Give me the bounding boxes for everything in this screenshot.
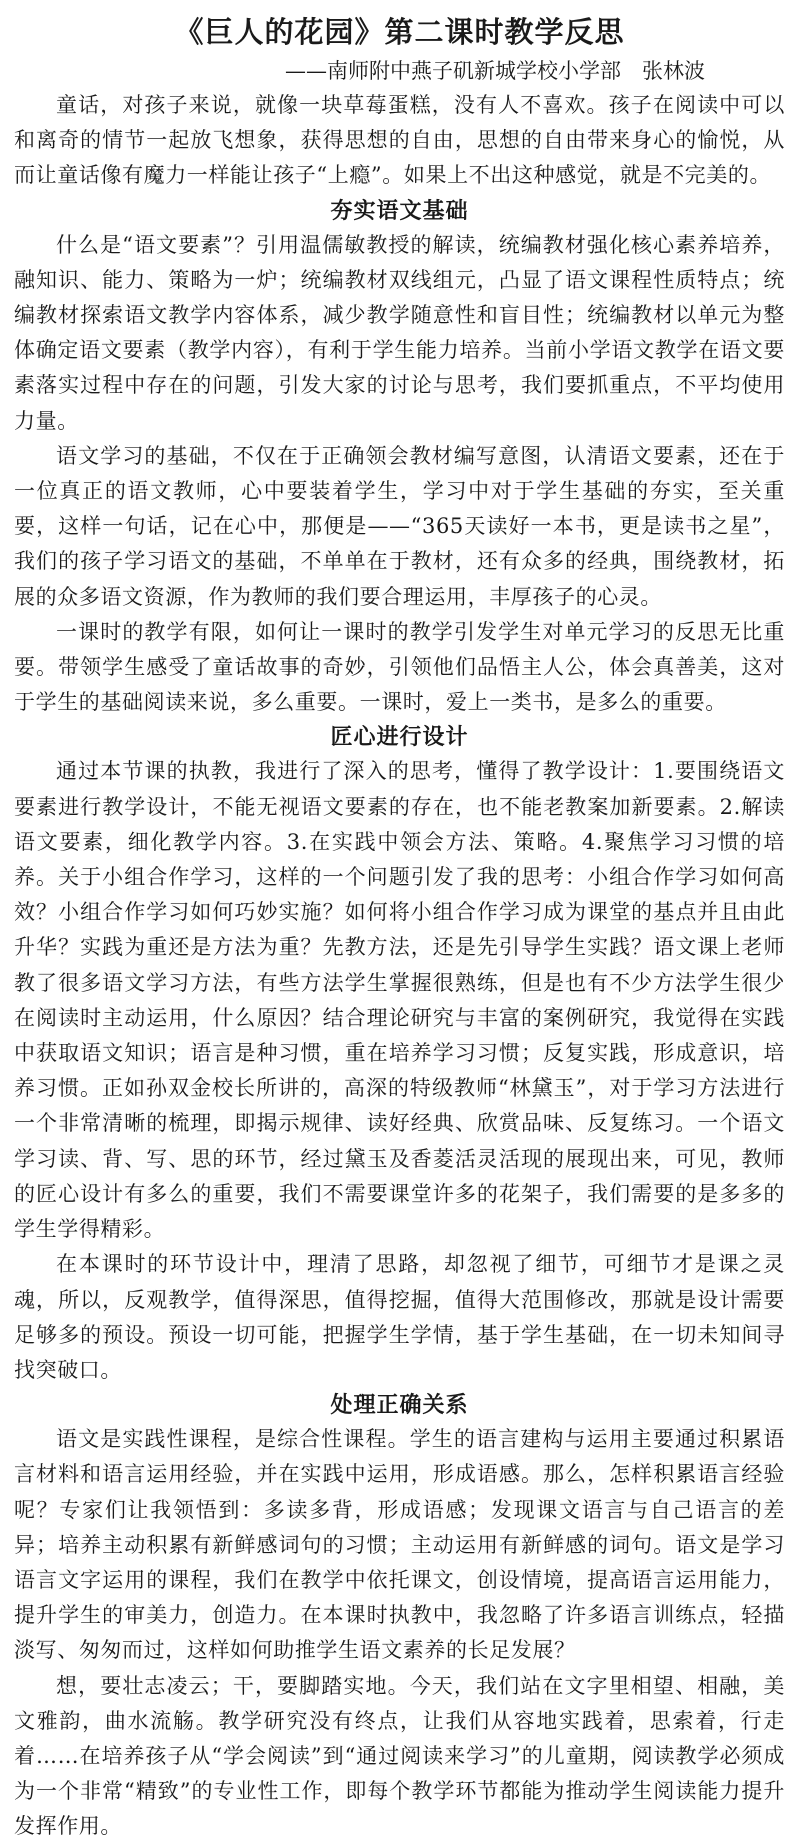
- author-line: ——南师附中燕子矶新城学校小学部 张林波: [285, 59, 705, 83]
- section-heading-foundation: 夯实语文基础: [330, 197, 469, 224]
- document-title: 《巨人的花园》第二课时教学反思: [174, 15, 625, 49]
- section-heading-design: 匠心进行设计: [330, 724, 469, 751]
- paragraph: 一课时的教学有限，如何让一课时的教学引发学生对单元学习的反思无比重要。带领学生感受了童话故事的奇妙，引领他们品悟主人公，体会真善美，这对于学生的基础阅读来说，多么重要。一课时，爱上一类书，是多么的重要。: [14, 619, 785, 715]
- paragraph: 通过本节课的执教，我进行了深入的思考，懂得了教学设计：1.要围绕语文要素进行教学设计，不能无视语文要素的存在，也不能老教案加新要素。2.解读语文要素，细化教学内容。3.在实践中领会方法、策略。4.聚焦学习习惯的培养。关于小组合作学习，这样的一个问题引发了我的思考：小组合作学习如何高效？小组合作学习如何巧妙实施？如何将小组合作学习成为课堂的基点并且由此升华？实践为重还是方法为重？先教方法，还是先引导学生实践？语文课上老师教了很多语文学习方法，有些方法学生掌握很熟练，但是也有不少方法学生很少在阅读时主动运用，什么原因？结合理论研究与丰富的案例研究，我觉得在实践中获取语文知识；语言是种习惯，重在培养学习习惯；反复实践，形成意识，培养习惯。正如孙双金校长所讲的，高深的特级教师“林黛玉”，对于学习方法进行一个非常清晰的梳理，即揭示规律、读好经典、欣赏品味、反复练习。一个语文学习读、背、写、思的环节，经过黛玉及香菱活灵活现的展现出来，可见，教师的匠心设计有多么的重要，我们不需要课堂许多的花架子，我们需要的是多多的学生学得精彩。: [14, 759, 785, 1242]
- paragraph: 在本课时的环节设计中，理清了思路，却忽视了细节，可细节才是课之灵魂，所以，反观教学，值得深思，值得挖掘，值得大范围修改，那就是设计需要足够多的预设。预设一切可能，把握学生学情，基于学生基础，在一切未知间寻找突破口。: [14, 1252, 785, 1382]
- paragraph: 想，要壮志凌云；干，要脚踏实地。今天，我们站在文字里相望、相融，美文雅韵，曲水流觞。教学研究没有终点，让我们从容地实践着，思索着，行走着……在培养孩子从“学会阅读”到“通过阅读来学习”的儿童期，阅读教学必须成为一个非常“精致”的专业性工作，即每个教学环节都能为推动学生阅读能力提升发挥作用。: [14, 1673, 785, 1839]
- intro-paragraph: 童话，对孩子来说，就像一块草莓蛋糕，没有人不喜欢。孩子在阅读中可以和离奇的情节一起放飞想象，获得思想的自由，思想的自由带来身心的愉悦，从而让童话像有魔力一样能让孩子“上瘾”。如果上不出这种感觉，就是不完美的。: [14, 93, 785, 188]
- section-heading-relations: 处理正确关系: [330, 1392, 469, 1419]
- paragraph: 语文学习的基础，不仅在于正确领会教材编写意图，认清语文要素，还在于一位真正的语文教师，心中要装着学生，学习中对于学生基础的夯实，至关重要，这样一句话，记在心中，那便是——“365天读好一本书，更是读书之星”，我们的孩子学习语文的基础，不单单在于教材，还有众多的经典，围绕教材，拓展的众多语文资源，作为教师的我们要合理运用，丰厚孩子的心灵。: [14, 443, 785, 609]
- paragraph: 什么是“语文要素”？引用温儒敏教授的解读，统编教材强化核心素养培养，融知识、能力、策略为一炉；统编教材双线组元，凸显了语文课程性质特点；统编教材探索语文教学内容体系，减少教学随意性和盲目性；统编教材以单元为整体确定语文要素（教学内容），有利于学生能力培养。当前小学语文教学在语文要素落实过程中存在的问题，引发大家的讨论与思考，我们要抓重点，不平均使用力量。: [14, 232, 785, 433]
- paragraph: 语文是实践性课程，是综合性课程。学生的语言建构与运用主要通过积累语言材料和语言运用经验，并在实践中运用，形成语感。那么，怎样积累语言经验呢？专家们让我领悟到：多读多背，形成语感；发现课文语言与自己语言的差异；培养主动积累有新鲜感词句的习惯；主动运用有新鲜感的词句。语文是学习语言文字运用的课程，我们在教学中依托课文，创设情境，提高语言运用能力，提升学生的审美力，创造力。在本课时执教中，我忽略了许多语言训练点，轻描淡写、匆匆而过，这样如何助推学生语文素养的长足发展？: [14, 1427, 785, 1663]
